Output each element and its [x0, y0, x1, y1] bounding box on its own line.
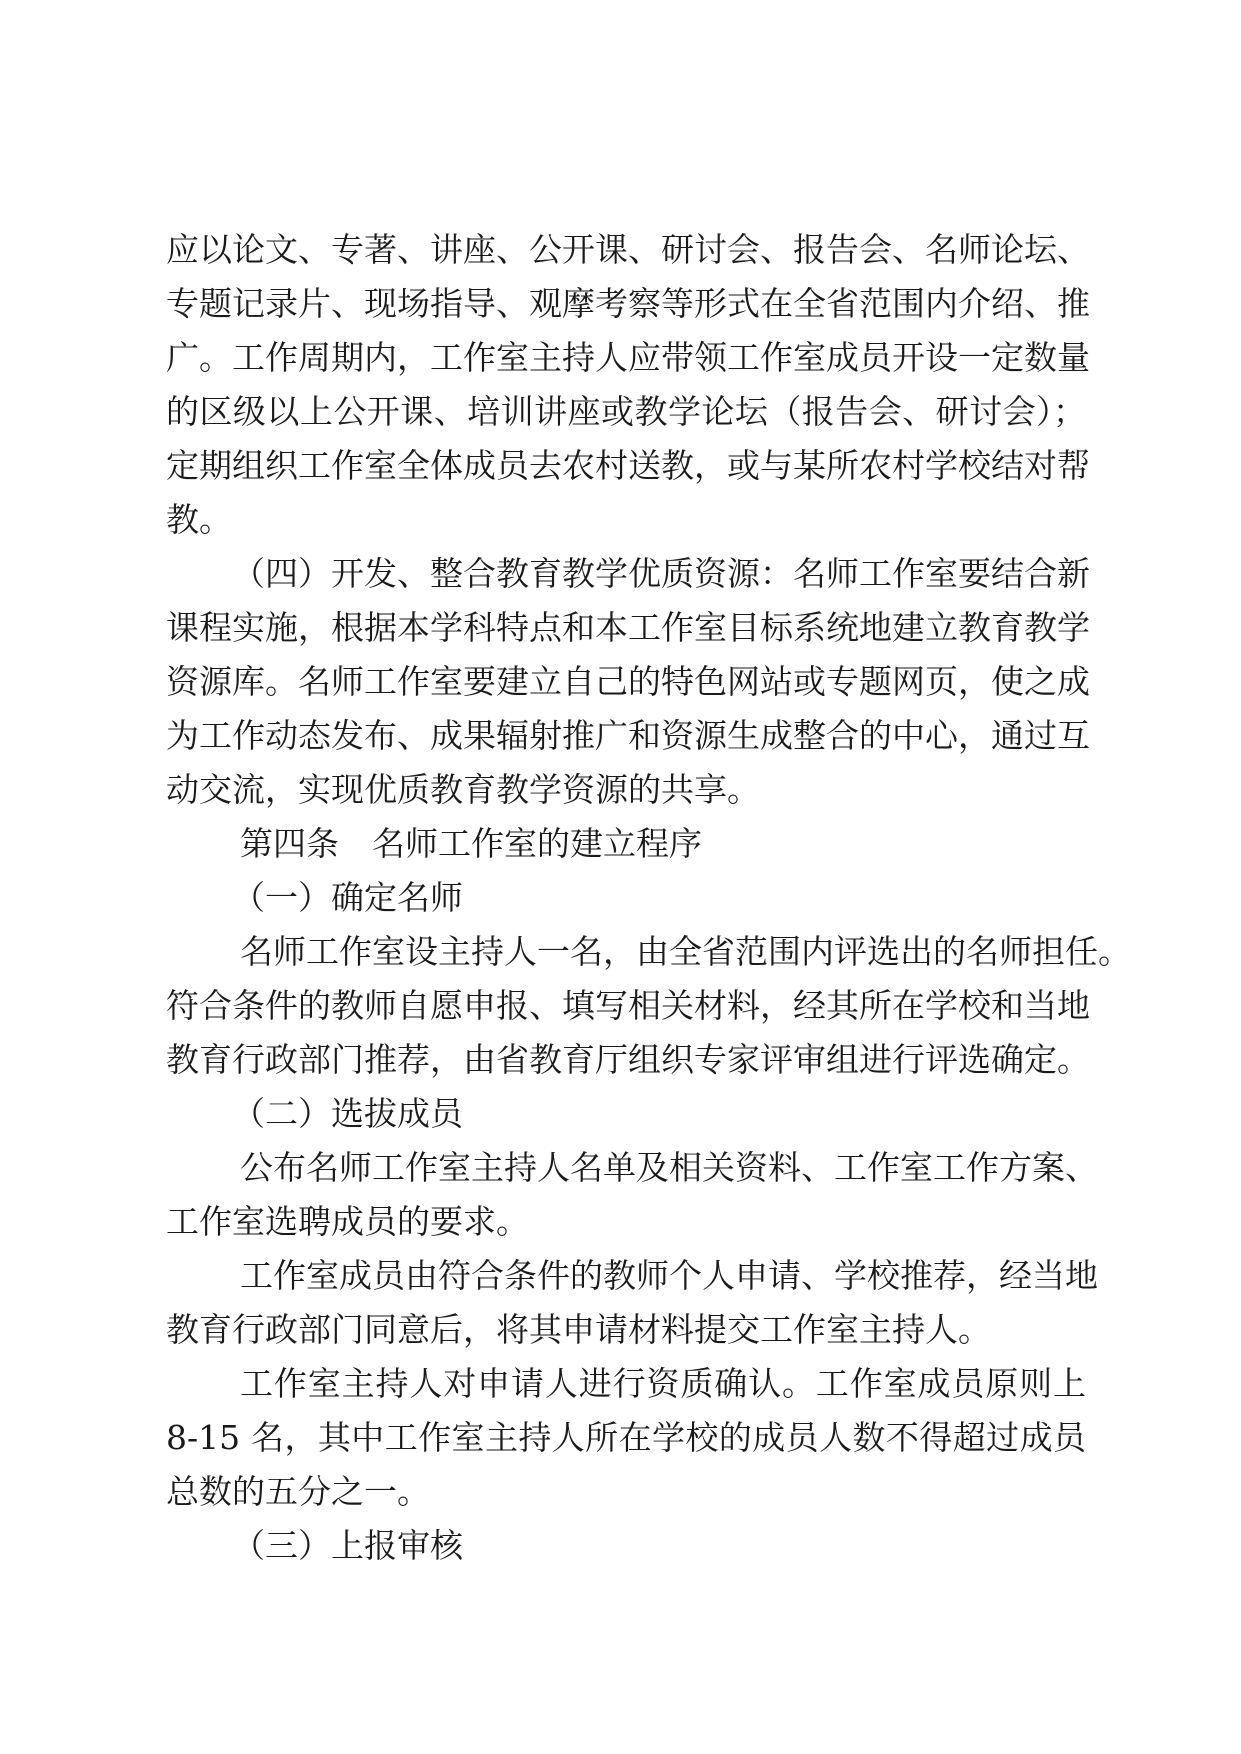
text-line: 教。	[166, 500, 232, 539]
text-line: 工作室选聘成员的要求。	[166, 1202, 529, 1241]
text-line: 应以论文、专著、讲座、公开课、研讨会、报告会、名师论坛、	[166, 230, 1090, 269]
section-heading: （三）上报审核	[232, 1526, 463, 1565]
text-line: 课程实施，根据本学科特点和本工作室目标系统地建立教育教学	[166, 608, 1090, 647]
text-line: 教育行政部门同意后，将其申请材料提交工作室主持人。	[166, 1310, 991, 1349]
text-line: 定期组织工作室全体成员去农村送教，或与某所农村学校结对帮	[166, 446, 1090, 485]
text-line: 广。工作周期内，工作室主持人应带领工作室成员开设一定数量	[166, 338, 1090, 377]
text-line: 工作室主持人对申请人进行资质确认。工作室成员原则上	[240, 1364, 1086, 1403]
text-line: 的区级以上公开课、培训讲座或教学论坛（报告会、研讨会）；	[166, 392, 1086, 431]
text-line: 符合条件的教师自愿申报、填写相关材料，经其所在学校和当地	[166, 986, 1090, 1025]
text-line: 专题记录片、现场指导、观摩考察等形式在全省范围内介绍、推	[166, 284, 1090, 323]
section-heading: （四）开发、整合教育教学优质资源：名师工作室要结合新	[232, 554, 1090, 593]
article-heading: 第四条 名师工作室的建立程序	[240, 824, 702, 863]
text-line: 动交流，实现优质教育教学资源的共享。	[166, 770, 760, 809]
text-line: 名师工作室设主持人一名，由全省范围内评选出的名师担任。	[240, 932, 1131, 971]
section-heading: （二）选拔成员	[232, 1094, 463, 1133]
text-line: 8-15 名，其中工作室主持人所在学校的成员人数不得超过成员	[166, 1418, 1086, 1457]
text-line: 教育行政部门推荐，由省教育厅组织专家评审组进行评选确定。	[166, 1040, 1090, 1079]
text-line: 总数的五分之一。	[166, 1472, 430, 1511]
section-heading: （一）确定名师	[232, 878, 463, 917]
text-line: 资源库。名师工作室要建立自己的特色网站或专题网页，使之成	[166, 662, 1090, 701]
text-line: 工作室成员由符合条件的教师个人申请、学校推荐，经当地	[240, 1256, 1098, 1295]
text-line: 公布名师工作室主持人名单及相关资料、工作室工作方案、	[240, 1148, 1098, 1187]
text-line: 为工作动态发布、成果辐射推广和资源生成整合的中心，通过互	[166, 716, 1090, 755]
